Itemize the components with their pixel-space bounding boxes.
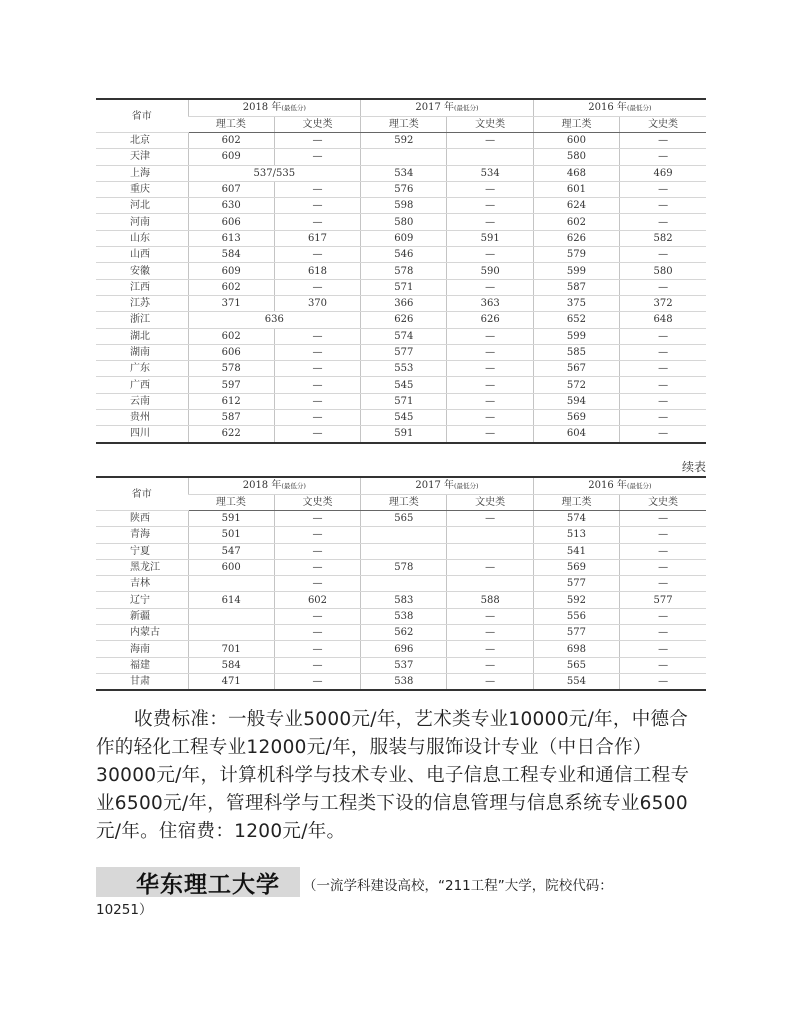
table-row <box>96 625 706 641</box>
score-cell: 612 <box>188 393 274 409</box>
score-cell: 363 <box>447 295 533 311</box>
province-cell: 福建 <box>96 657 188 673</box>
province-cell: 陕西 <box>96 511 188 527</box>
score-cell: 590 <box>447 263 533 279</box>
score-cell: — <box>274 527 360 543</box>
table-row <box>96 295 706 311</box>
score-cell: — <box>447 608 533 624</box>
score-cell: — <box>447 344 533 360</box>
score-cell: 546 <box>361 247 447 263</box>
score-cell: — <box>620 559 706 575</box>
score-cell: — <box>620 511 706 527</box>
score-cell: 618 <box>274 263 360 279</box>
province-cell: 内蒙古 <box>96 625 188 641</box>
header-category: 理工类 <box>533 495 619 511</box>
score-cell: 609 <box>361 230 447 246</box>
score-cell: 587 <box>188 410 274 426</box>
score-cell: 567 <box>533 361 619 377</box>
score-cell: — <box>274 214 360 230</box>
header-year: 2016 年(最低分) <box>533 99 706 117</box>
score-cell: 577 <box>361 344 447 360</box>
score-cell: — <box>447 625 533 641</box>
table-row <box>96 410 706 426</box>
score-cell <box>361 543 447 559</box>
score-cell <box>188 625 274 641</box>
score-cell: 578 <box>361 559 447 575</box>
table-row <box>96 312 706 328</box>
province-cell: 江苏 <box>96 295 188 311</box>
score-cell: 569 <box>533 410 619 426</box>
score-cell: 584 <box>188 657 274 673</box>
score-cell: — <box>274 608 360 624</box>
score-cell: — <box>274 133 360 149</box>
score-cell: 574 <box>533 511 619 527</box>
score-cell: 562 <box>361 625 447 641</box>
table-row <box>96 214 706 230</box>
score-cell: — <box>620 641 706 657</box>
admission-score-table <box>96 98 706 444</box>
score-cell: 571 <box>361 393 447 409</box>
table-header-categories <box>96 495 706 511</box>
header-year: 2018 年(最低分) <box>188 477 361 495</box>
province-cell: 甘肃 <box>96 673 188 690</box>
header-year: 2018 年(最低分) <box>188 99 361 117</box>
score-cell: 578 <box>361 263 447 279</box>
score-cell: 585 <box>533 344 619 360</box>
score-cell: 571 <box>361 279 447 295</box>
score-cell: — <box>274 576 360 592</box>
score-cell: 468 <box>533 165 619 181</box>
score-cell: 591 <box>447 230 533 246</box>
table-row <box>96 641 706 657</box>
header-category: 文史类 <box>620 117 706 133</box>
province-cell: 上海 <box>96 165 188 181</box>
header-category: 文史类 <box>447 117 533 133</box>
province-cell: 山西 <box>96 247 188 263</box>
table-row <box>96 328 706 344</box>
score-cell: — <box>447 198 533 214</box>
province-cell: 广西 <box>96 377 188 393</box>
score-cell <box>188 608 274 624</box>
score-cell: 547 <box>188 543 274 559</box>
score-cell <box>447 576 533 592</box>
score-cell: — <box>274 328 360 344</box>
score-cell: — <box>274 149 360 165</box>
table-header-years <box>96 477 706 495</box>
continued-label: 续表 <box>681 460 706 474</box>
score-cell <box>361 576 447 592</box>
table-row <box>96 592 706 608</box>
table-row <box>96 361 706 377</box>
score-cell: 648 <box>620 312 706 328</box>
score-cell: — <box>447 410 533 426</box>
score-cell: 574 <box>361 328 447 344</box>
score-cell: 617 <box>274 230 360 246</box>
score-cell: 565 <box>533 657 619 673</box>
score-cell: — <box>274 511 360 527</box>
score-cell: 513 <box>533 527 619 543</box>
score-cell: 602 <box>188 133 274 149</box>
score-cell <box>188 576 274 592</box>
score-cell: — <box>620 279 706 295</box>
score-cell: 598 <box>361 198 447 214</box>
score-cell: — <box>274 426 360 443</box>
score-cell: — <box>620 410 706 426</box>
score-cell: — <box>447 181 533 197</box>
table-row <box>96 230 706 246</box>
score-cell: 580 <box>533 149 619 165</box>
score-cell: 588 <box>447 592 533 608</box>
score-cell: 626 <box>533 230 619 246</box>
university-note: （一流学科建设高校，“211工程”大学，院校代码： <box>303 878 613 894</box>
score-cell: 366 <box>361 295 447 311</box>
score-cell: 698 <box>533 641 619 657</box>
score-cell: 577 <box>533 576 619 592</box>
score-cell <box>361 527 447 543</box>
score-cell: 701 <box>188 641 274 657</box>
score-cell: 580 <box>620 263 706 279</box>
table-row <box>96 377 706 393</box>
score-cell: 604 <box>533 426 619 443</box>
score-cell: — <box>620 133 706 149</box>
score-cell: — <box>620 543 706 559</box>
score-cell: — <box>447 279 533 295</box>
province-cell: 江西 <box>96 279 188 295</box>
table-row <box>96 198 706 214</box>
score-cell: 592 <box>361 133 447 149</box>
score-cell: — <box>274 247 360 263</box>
province-cell: 湖北 <box>96 328 188 344</box>
score-cell: — <box>620 527 706 543</box>
score-cell: — <box>274 657 360 673</box>
score-cell: 469 <box>620 165 706 181</box>
province-cell: 四川 <box>96 426 188 443</box>
table-row <box>96 559 706 575</box>
score-cell: 587 <box>533 279 619 295</box>
header-province: 省市 <box>96 477 188 511</box>
score-cell: 371 <box>188 295 274 311</box>
score-cell: — <box>274 673 360 690</box>
score-cell: 696 <box>361 641 447 657</box>
score-cell: 545 <box>361 377 447 393</box>
score-cell: — <box>620 361 706 377</box>
score-cell-merged: 537/535 <box>188 165 361 181</box>
header-category: 文史类 <box>274 495 360 511</box>
table-row <box>96 426 706 443</box>
score-cell: 614 <box>188 592 274 608</box>
score-cell: — <box>274 279 360 295</box>
score-cell: — <box>620 328 706 344</box>
score-cell: 501 <box>188 527 274 543</box>
header-category: 文史类 <box>274 117 360 133</box>
province-cell: 重庆 <box>96 181 188 197</box>
province-cell: 宁夏 <box>96 543 188 559</box>
score-cell: 609 <box>188 149 274 165</box>
score-cell: — <box>620 608 706 624</box>
score-cell: 599 <box>533 328 619 344</box>
score-cell: — <box>620 576 706 592</box>
province-cell: 云南 <box>96 393 188 409</box>
score-cell: 576 <box>361 181 447 197</box>
score-cell: — <box>620 377 706 393</box>
university-name: 华东理工大学 <box>136 872 280 898</box>
score-cell: — <box>274 410 360 426</box>
score-cell: 592 <box>533 592 619 608</box>
score-cell: 601 <box>533 181 619 197</box>
score-cell: — <box>620 426 706 443</box>
province-cell: 贵州 <box>96 410 188 426</box>
score-cell: 583 <box>361 592 447 608</box>
score-cell: 599 <box>533 263 619 279</box>
score-cell: 600 <box>533 133 619 149</box>
table-row <box>96 393 706 409</box>
province-cell: 河南 <box>96 214 188 230</box>
province-cell: 北京 <box>96 133 188 149</box>
table-row <box>96 279 706 295</box>
score-cell: — <box>447 657 533 673</box>
table-row <box>96 576 706 592</box>
score-cell: 624 <box>533 198 619 214</box>
score-cell: 606 <box>188 344 274 360</box>
score-cell: — <box>620 198 706 214</box>
province-cell: 安徽 <box>96 263 188 279</box>
score-cell: — <box>447 133 533 149</box>
score-cell: — <box>447 361 533 377</box>
table-body <box>96 511 706 691</box>
score-cell: 537 <box>361 657 447 673</box>
score-cell: 375 <box>533 295 619 311</box>
score-cell <box>447 527 533 543</box>
score-cell: — <box>447 377 533 393</box>
score-cell: — <box>274 559 360 575</box>
header-year: 2017 年(最低分) <box>361 99 534 117</box>
score-cell: 534 <box>361 165 447 181</box>
score-cell: 602 <box>274 592 360 608</box>
table-header-categories <box>96 117 706 133</box>
score-cell: 584 <box>188 247 274 263</box>
score-cell: — <box>620 149 706 165</box>
table-row <box>96 247 706 263</box>
header-category: 理工类 <box>188 117 274 133</box>
score-cell: — <box>274 393 360 409</box>
score-cell: 591 <box>188 511 274 527</box>
score-cell: 600 <box>188 559 274 575</box>
header-category: 理工类 <box>188 495 274 511</box>
score-cell: 580 <box>361 214 447 230</box>
score-cell: — <box>620 181 706 197</box>
score-cell: 577 <box>533 625 619 641</box>
fee-paragraph: 收费标准：一般专业5000元/年，艺术类专业10000元/年，中德合作的轻化工程专业12000元/年，服装与服饰设计专业（中日合作）30000元/年，计算机科学与技术专业、电子信息工程专业和通信工程专业6500元/年，管理科学与工程类下设的信息管理与信息系统专业6500元/年。住宿费：1200元/年。 <box>96 709 690 842</box>
score-cell: 534 <box>447 165 533 181</box>
score-cell: 607 <box>188 181 274 197</box>
score-cell: — <box>447 673 533 690</box>
score-cell: — <box>447 511 533 527</box>
province-cell: 湖南 <box>96 344 188 360</box>
score-cell <box>447 543 533 559</box>
header-province: 省市 <box>96 99 188 133</box>
university-code: 10251） <box>96 902 153 918</box>
score-cell: — <box>447 247 533 263</box>
score-cell: — <box>274 181 360 197</box>
score-cell: 541 <box>533 543 619 559</box>
score-cell: — <box>620 214 706 230</box>
score-cell: — <box>274 198 360 214</box>
score-cell: — <box>274 377 360 393</box>
table-row <box>96 657 706 673</box>
score-cell: 626 <box>361 312 447 328</box>
score-cell: 572 <box>533 377 619 393</box>
score-cell: 577 <box>620 592 706 608</box>
table-row <box>96 527 706 543</box>
province-cell: 浙江 <box>96 312 188 328</box>
score-cell <box>361 149 447 165</box>
score-cell: — <box>447 426 533 443</box>
table-row <box>96 511 706 527</box>
score-cell: — <box>274 543 360 559</box>
score-cell-merged: 636 <box>188 312 361 328</box>
score-cell: 613 <box>188 230 274 246</box>
table-body <box>96 133 706 443</box>
header-category: 文史类 <box>447 495 533 511</box>
score-cell: — <box>620 344 706 360</box>
score-cell: — <box>447 641 533 657</box>
score-cell: — <box>274 344 360 360</box>
table-row <box>96 133 706 149</box>
score-cell: — <box>620 657 706 673</box>
score-cell: 554 <box>533 673 619 690</box>
score-cell: 578 <box>188 361 274 377</box>
score-cell: 622 <box>188 426 274 443</box>
table-row <box>96 149 706 165</box>
header-category: 文史类 <box>620 495 706 511</box>
province-cell: 河北 <box>96 198 188 214</box>
score-cell: 538 <box>361 673 447 690</box>
header-category: 理工类 <box>361 117 447 133</box>
score-cell: — <box>447 559 533 575</box>
score-cell: 370 <box>274 295 360 311</box>
header-year: 2016 年(最低分) <box>533 477 706 495</box>
score-cell: 602 <box>188 328 274 344</box>
score-cell: — <box>620 625 706 641</box>
score-cell: 582 <box>620 230 706 246</box>
score-cell: 591 <box>361 426 447 443</box>
score-cell: — <box>447 214 533 230</box>
table-row <box>96 181 706 197</box>
score-cell: 556 <box>533 608 619 624</box>
score-cell: 545 <box>361 410 447 426</box>
province-cell: 海南 <box>96 641 188 657</box>
score-cell: 626 <box>447 312 533 328</box>
table-row <box>96 608 706 624</box>
score-cell: 652 <box>533 312 619 328</box>
table-row <box>96 263 706 279</box>
score-cell: 602 <box>188 279 274 295</box>
score-cell: 538 <box>361 608 447 624</box>
score-cell: — <box>620 247 706 263</box>
score-cell: — <box>620 393 706 409</box>
score-cell: 553 <box>361 361 447 377</box>
admission-score-table-continued <box>96 476 706 691</box>
score-cell: 606 <box>188 214 274 230</box>
score-cell: 630 <box>188 198 274 214</box>
score-cell: — <box>620 673 706 690</box>
header-category: 理工类 <box>361 495 447 511</box>
province-cell: 黑龙江 <box>96 559 188 575</box>
table-row <box>96 344 706 360</box>
score-cell: 471 <box>188 673 274 690</box>
score-cell: 602 <box>533 214 619 230</box>
province-cell: 广东 <box>96 361 188 377</box>
score-cell: — <box>274 641 360 657</box>
table-row <box>96 165 706 181</box>
header-year: 2017 年(最低分) <box>361 477 534 495</box>
province-cell: 青海 <box>96 527 188 543</box>
score-cell: 565 <box>361 511 447 527</box>
score-cell: — <box>274 361 360 377</box>
score-cell: 594 <box>533 393 619 409</box>
province-cell: 新疆 <box>96 608 188 624</box>
score-cell <box>447 149 533 165</box>
province-cell: 天津 <box>96 149 188 165</box>
score-cell: 597 <box>188 377 274 393</box>
score-cell: — <box>447 393 533 409</box>
province-cell: 山东 <box>96 230 188 246</box>
score-cell: 569 <box>533 559 619 575</box>
score-cell: 579 <box>533 247 619 263</box>
score-cell: — <box>447 328 533 344</box>
header-category: 理工类 <box>533 117 619 133</box>
score-cell: 372 <box>620 295 706 311</box>
table-header-years <box>96 99 706 117</box>
score-cell: — <box>274 625 360 641</box>
score-cell: 609 <box>188 263 274 279</box>
province-cell: 辽宁 <box>96 592 188 608</box>
table-row <box>96 673 706 690</box>
table-row <box>96 543 706 559</box>
province-cell: 吉林 <box>96 576 188 592</box>
